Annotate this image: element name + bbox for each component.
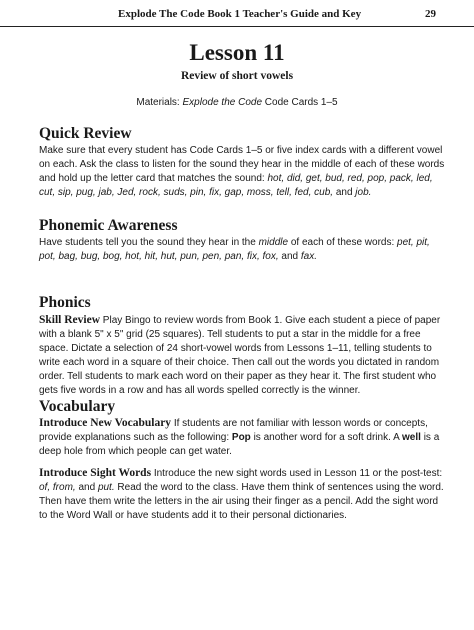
phonemic-text-a: Have students tell you the sound they hear in the <box>39 237 256 248</box>
running-head-title: Explode The Code Book 1 Teacher's Guide and Key <box>118 8 362 20</box>
running-head <box>0 0 474 27</box>
vocabulary-heading: Vocabulary <box>39 398 116 415</box>
materials-items: Code Cards 1–5 <box>264 97 338 108</box>
sight-words-paragraph <box>39 466 449 523</box>
skill-review-subheading: Skill Review <box>39 314 101 326</box>
new-vocabulary-text-a: If students are not familiar with lesson words or concepts, provide explanations such as the following: <box>39 418 428 443</box>
materials-line <box>0 97 474 108</box>
phonics-heading: Phonics <box>39 294 91 311</box>
sight-words-list: of, from, <box>39 482 76 493</box>
phonemic-awareness-paragraph <box>39 236 449 264</box>
quick-review-heading: Quick Review <box>39 125 132 142</box>
phonemic-middle: middle <box>258 237 289 248</box>
sight-words-last: put. <box>97 482 115 493</box>
quick-review-text: Make sure that every student has Code Cards 1–5 or five index cards with a different vowel on each. Ask the class to listen for the sound they hear in the middle of each of these words and hold up the letter card that matches the sound: <box>39 145 445 184</box>
materials-label: Materials: <box>136 97 180 108</box>
phonics-paragraph <box>39 313 449 398</box>
quick-review-paragraph <box>39 144 449 200</box>
phonemic-words: pet, pit, pot, bag, bug, bog, hot, hit, hut, pun, pen, pan, fix, fox, <box>39 237 430 262</box>
vocab-word-pop: Pop <box>231 432 251 443</box>
skill-review-text: Play Bingo to review words from Book 1. Give each student a piece of paper with a blank 5" x 5" grid (25 squares). Tell students to put a star in the middle for a free space. Dictate a selection of 24 short-vowel words from Lessons 1–11, telling students to write each word in a square of their choice. Then call out the words you dictated in random order. Tell students to mark each word on their paper as they hear it. The first student who gets five words in a row and has all words spelled correctly is the winner. <box>39 315 441 396</box>
phonemic-text-b: of each of these words: <box>290 237 395 248</box>
quick-review-words: hot, did, get, bud, red, pop, pack, led, cut, sip, pug, jab, Jed, rock, suds, pin, fix, gap, moss, tell, fed, cub, <box>39 173 433 198</box>
phonemic-last-word: fax. <box>300 251 317 262</box>
lesson-subtitle: Review of short vowels <box>180 70 294 82</box>
new-vocabulary-subheading: Introduce New Vocabulary <box>39 417 172 429</box>
phonemic-and: and <box>281 251 299 262</box>
quick-review-and: and <box>335 187 353 198</box>
materials-book-title: Explode the Code <box>182 97 263 108</box>
page-number: 29 <box>425 8 436 20</box>
sight-words-text-a: Introduce the new sight words used in Lesson 11 or the post-test: <box>153 468 443 479</box>
sight-words-and: and <box>78 482 96 493</box>
sight-words-text-b: Read the word to the class. Have them think of sentences using the word. Then have them write the letters in the air using their finger as a pencil. Add the sight word to the Word Wall or have students add it to their personal dictionaries. <box>39 482 444 521</box>
lesson-title: Lesson 11 <box>189 40 285 65</box>
sight-words-subheading: Introduce Sight Words <box>39 467 152 479</box>
new-vocabulary-text-c: is a deep hole from which people can get water. <box>39 432 440 457</box>
quick-review-last-word: job. <box>355 187 372 198</box>
vocab-word-well: well <box>402 432 421 443</box>
phonemic-awareness-heading: Phonemic Awareness <box>39 217 178 234</box>
new-vocabulary-text-b: is another word for a soft drink. A <box>253 432 400 443</box>
new-vocabulary-paragraph <box>39 416 449 459</box>
